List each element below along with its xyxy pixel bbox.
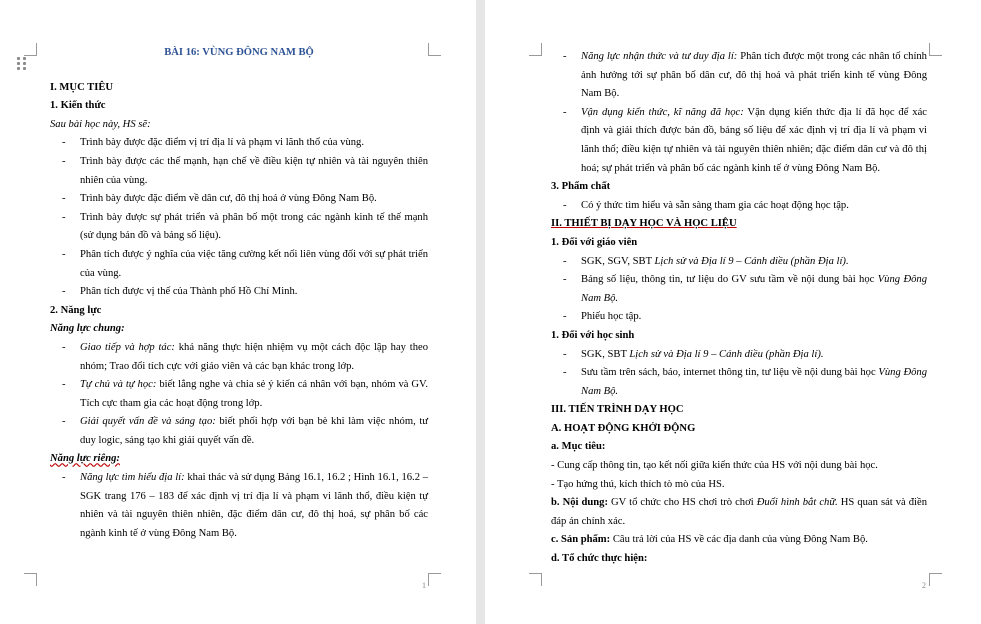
intro-text: Sau bài học này, HS sẽ: xyxy=(50,118,151,130)
heading-khoi-dong: A. HOẠT ĐỘNG KHỞI ĐỘNG xyxy=(551,422,696,434)
list-item: - SGK, SBT Lịch sử và Địa lí 9 – Cánh diều (phần Địa lí). xyxy=(563,348,824,360)
move-handle-icon[interactable] xyxy=(17,57,29,71)
list-item: - Phân tích được vị thế của Thành phố Hồ Chí Minh. xyxy=(62,286,298,298)
crop-mark xyxy=(929,43,942,56)
list-item: - SGK, SGV, SBT Lịch sử và Địa lí 9 – Cánh diều (phần Địa lí). xyxy=(563,255,849,267)
page-number: 1 xyxy=(422,581,426,590)
paragraph-san-pham: c. Sản phẩm: Câu trả lời của HS về các địa danh của vùng Đông Nam Bộ. xyxy=(551,534,868,546)
heading-kien-thuc: 1. Kiến thức xyxy=(50,100,106,112)
crop-mark xyxy=(428,573,441,586)
kien-thuc-list xyxy=(50,134,428,301)
heading-pham-chat: 3. Phẩm chất xyxy=(551,181,611,193)
list-item: - Năng lực nhận thức và tư duy địa lí: Phân tích được một trong các nhân tố chính ảnh hưởng tới sự phân bố dân cư, đô thị hoá và phát triển kinh tế vùng Đông Nam Bộ. xyxy=(563,51,927,100)
heading-muc-tieu-a: a. Mục tiêu: xyxy=(551,441,606,453)
page-number: 2 xyxy=(922,581,926,590)
page-1-body[interactable] xyxy=(50,44,428,543)
list-item: - Bảng số liệu, thông tin, tư liệu do GV sưu tầm về nội dung bài học Vùng Đông Nam Bộ. xyxy=(563,274,927,304)
list-item: - Vận dụng kiến thức, kĩ năng đã học: Vận dụng kiến thức địa lí đã học để xác định và giải thích được bản đồ, bảng số liệu để xác định vị trí địa lí và phạm vi lãnh thổ; điều kiện tự nhiên và tài nguyên thiên nhiên; đặc điểm dân cư và đô thị hoá; sự phát triển và phân bố các ngành kinh tế ở vùng Đông Nam Bộ. xyxy=(563,106,927,174)
list-item: - Trình bày được các thế mạnh, hạn chế về điều kiện tự nhiên và tài nguyên thiên nhiên của vùng. xyxy=(62,155,428,186)
heading-giao-vien: 1. Đối với giáo viên xyxy=(551,236,638,248)
heading-nang-luc-chung: Năng lực chung: xyxy=(50,323,125,335)
crop-mark xyxy=(24,43,37,56)
list-item: - Phân tích được ý nghĩa của việc tăng cường kết nối liên vùng đối với sự phát triển của vùng. xyxy=(62,248,428,279)
crop-mark xyxy=(428,43,441,56)
document-page-1 xyxy=(0,0,476,624)
heading-tien-trinh: III. TIẾN TRÌNH DẠY HỌC xyxy=(551,404,684,416)
paragraph: - Cung cấp thông tin, tạo kết nối giữa kiến thức của HS với nội dung bài học. xyxy=(551,460,878,472)
list-item: - Trình bày được đặc điểm về dân cư, đô thị hoá ở vùng Đông Nam Bộ. xyxy=(62,193,377,205)
crop-mark xyxy=(929,573,942,586)
list-item: - Giao tiếp và hợp tác: khả năng thực hiện nhiệm vụ một cách độc lập hay theo nhóm; Trao đổi tích cực với giáo viên và các bạn khác trong lớp. xyxy=(62,341,429,372)
heading-nang-luc: 2. Năng lực xyxy=(50,304,102,316)
paragraph-noi-dung: b. Nội dung: GV tổ chức cho HS chơi trò chơi Đuổi hình bắt chữ. HS quan sát và điền đáp án chính xác. xyxy=(551,497,928,527)
heading-hoc-sinh: 1. Đối với học sinh xyxy=(551,329,635,341)
heading-muc-tieu: I. MỤC TIÊU xyxy=(50,81,114,93)
list-item: - Trình bày được sự phát triển và phân bố một trong các ngành kinh tế thế mạnh (sử dụng bản đồ và bảng số liệu). xyxy=(62,211,428,242)
crop-mark xyxy=(529,43,542,56)
paragraph: - Tạo hứng thú, kích thích tò mò của HS. xyxy=(551,478,725,490)
list-item: - Phiếu học tập. xyxy=(563,311,642,323)
heading-nang-luc-rieng: Năng lực riêng: xyxy=(50,453,120,465)
list-item: - Giải quyết vấn đề và sáng tạo: biết phối hợp với bạn bè khi làm việc nhóm, tư duy logic, sáng tạo khi giải quyết vấn đề. xyxy=(62,416,429,446)
list-item: - Sưu tầm trên sách, báo, internet thông tin, tư liệu về nội dung bài học Vùng Đông Nam Bộ. xyxy=(563,367,927,397)
lesson-title: BÀI 16: VÙNG ĐÔNG NAM BỘ xyxy=(164,47,314,58)
crop-mark xyxy=(529,573,542,586)
list-item: - Năng lực tìm hiểu địa lí: khai thác và sử dụng Bảng 16.1, 16.2 ; Hình 16.1, 16.2 – SGK trang 176 – 183 để xác định vị trí địa lí và phạm vi lãnh thổ, điều kiện tự nhiên và tài nguyên thiên nhiên, đặc điểm dân cư, đô thị hoá, sự phân bố các ngành kinh tế ở vùng Đông Nam Bộ. xyxy=(62,472,428,539)
list-item: - Tự chủ và tự học: biết lắng nghe và chia sẻ ý kiến cá nhân với bạn, nhóm và GV. Tích cực tham gia các hoạt động trong lớp. xyxy=(62,379,428,409)
heading-thiet-bi: II. THIẾT BỊ DẠY HỌC VÀ HỌC LIỆU xyxy=(551,218,737,230)
heading-to-chuc: d. Tổ chức thực hiện: xyxy=(551,553,648,565)
list-item: - Trình bày được đặc điểm vị trí địa lí và phạm vi lãnh thổ của vùng. xyxy=(62,137,364,149)
page-2-body[interactable] xyxy=(551,48,927,569)
crop-mark xyxy=(24,573,37,586)
list-item: - Có ý thức tìm hiểu và sẵn sàng tham gia các hoạt động học tập. xyxy=(563,199,849,211)
